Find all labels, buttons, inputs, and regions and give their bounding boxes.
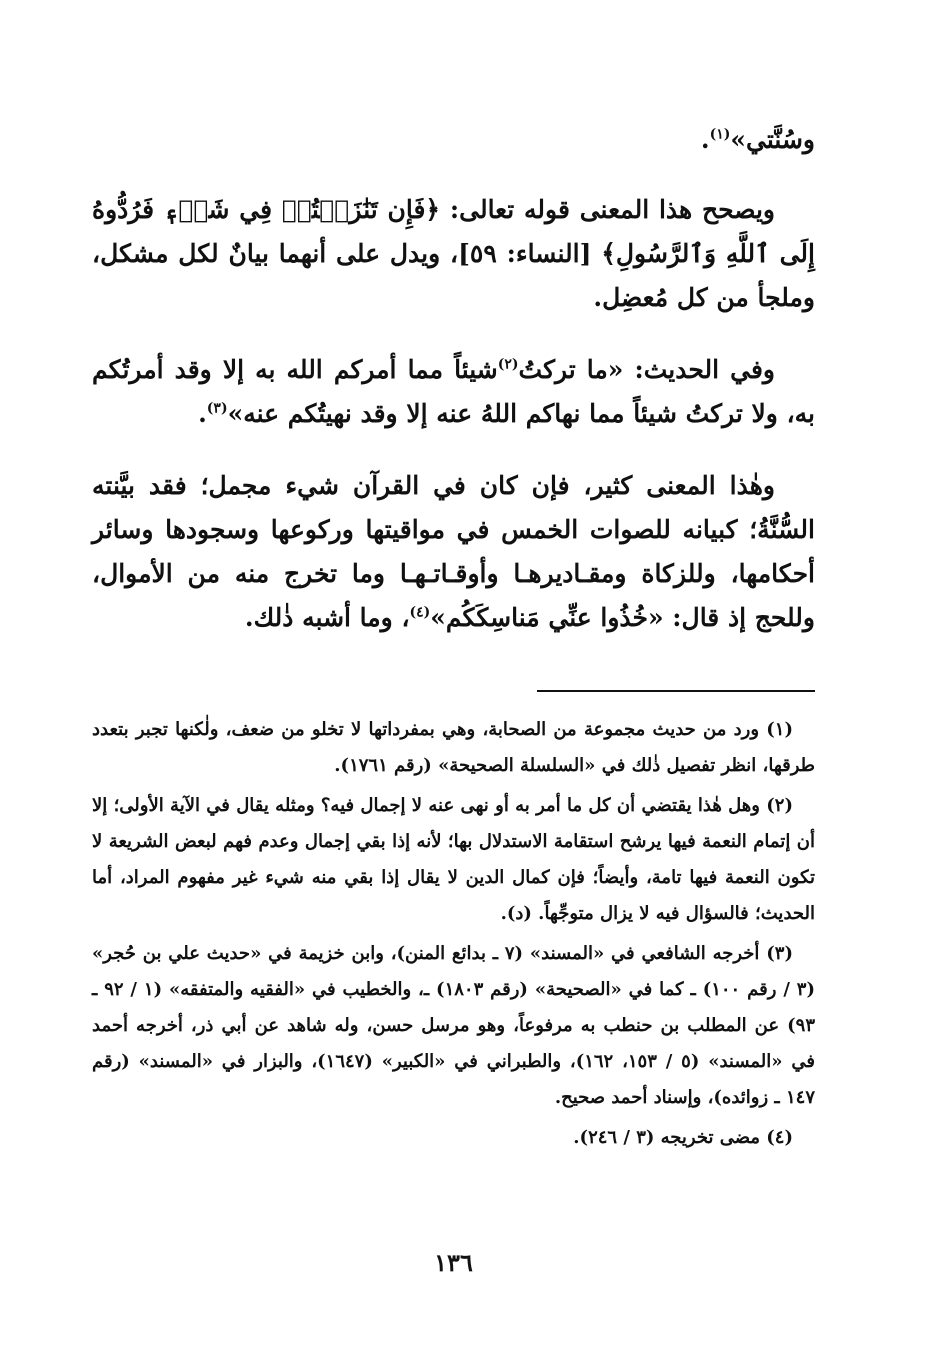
text-fragment: وهٰذا المعنى كثير، فإن كان في القرآن شيء مجمل؛ فقد بيَّنته السُّنَّةُ؛ كبيانه للصوات الخمس في مواقيتها وركوعها وسجودها وسائر أحكامها، وللزكاة ومقـاديرهـا وأوقـاتـهـا وما تخرج منه من الأموال، وللحج إذ قال: «خُذُوا عنِّي مَناسِكَكُم»: [92, 471, 815, 632]
text-fragment: وفي الحديث: «ما تركتُ: [518, 355, 775, 384]
main-text: [92, 118, 815, 640]
book-page: [92, 118, 815, 1316]
footnote-4: (٤) مضى تخريجه (٣ / ٢٤٦).: [573, 1127, 793, 1148]
text-fragment: شيئاً مما أمركم الله به إلا وقد أمرتُكم به، ولا تركتُ شيئاً مما نهاكم اللهُ عنه إلا وقد نهيتُكم عنه»: [92, 355, 815, 428]
footnote-2: (٢) وهل هٰذا يقتضي أن كل ما أمر به أو نهى عنه لا إجمال فيه؟ ومثله يقال في الآية الأولى؛ إلا أن إتمام النعمة فيها يرشح استقامة الاستدلال بها؛ لأنه إذا بقي إجمال وعدم فهم لبعض الشريعة لا تكون النعمة فيها تامة، وأيضاً؛ فإن كمال الدين لا يقال إذا بقي منه شيء غير مفهوم المراد، أما الحديث؛ فالسؤال فيه لا يزال متوجِّهاً. (د).: [92, 795, 815, 924]
paragraph-continuation: [92, 118, 815, 162]
text-fragment: ويصحح هذا المعنى قوله تعالى:: [440, 195, 775, 224]
page-number: ١٣٦: [434, 1248, 473, 1277]
footnote-ref: (١): [709, 126, 731, 143]
text-fragment: .: [700, 125, 710, 154]
footnote-ref: (٣): [206, 400, 228, 417]
text-fragment: .: [198, 399, 207, 428]
footnote-ref: (٢): [497, 356, 519, 373]
footnote-separator: [537, 690, 815, 692]
paragraph-quran-verse: [92, 188, 815, 320]
footnote-ref: (٤): [409, 604, 431, 621]
text-fragment: ، وما أشبه ذٰلك.: [244, 603, 410, 632]
footnotes: [92, 712, 815, 1160]
paragraph-hadith: [92, 348, 815, 436]
text-fragment: وسُنَّتي»: [730, 125, 815, 154]
text-fragment: [النساء: ٥٩]، ويدل على أنهما بيانٌ لكل مشكل، وملجأ من كل مُعضِل.: [92, 239, 815, 312]
footnote-3: (٣) أخرجه الشافعي في «المسند» (٧ ـ بدائع المنن)، وابن خزيمة في «حديث علي بن حُجر» (٣ / رقم ١٠٠) ـ كما في «الصحيحة» (رقم ١٨٠٣) ـ، والخطيب في «الفقيه والمتفقه» (١ / ٩٢ ـ ٩٣) عن المطلب بن حنطب به مرفوعاً، وهو مرسل حسن، وله شاهد عن أبي ذر، أخرجه أحمد في «المسند» (٥ / ١٥٣، ١٦٢)، والطبراني في «الكبير» (١٦٤٧)، والبزار في «المسند» (رقم ١٤٧ ـ زوائده)، وإسناد أحمد صحيح.: [92, 943, 815, 1108]
quran-quote: ﴿فَإِن تَنَٰزَعۡتُمۡ فِي شَيۡءٖ فَرُدُّوهُ إِلَى ٱللَّهِ وَٱلرَّسُولِ﴾: [92, 195, 815, 268]
footnote-1: (١) ورد من حديث مجموعة من الصحابة، وهي بمفرداتها لا تخلو من ضعف، ولٰكنها تجبر بتعدد طرقها، انظر تفصيل ذٰلك في «السلسلة الصحيحة» (رقم ١٧٦١).: [92, 719, 815, 776]
paragraph-sunnah: [92, 464, 815, 640]
